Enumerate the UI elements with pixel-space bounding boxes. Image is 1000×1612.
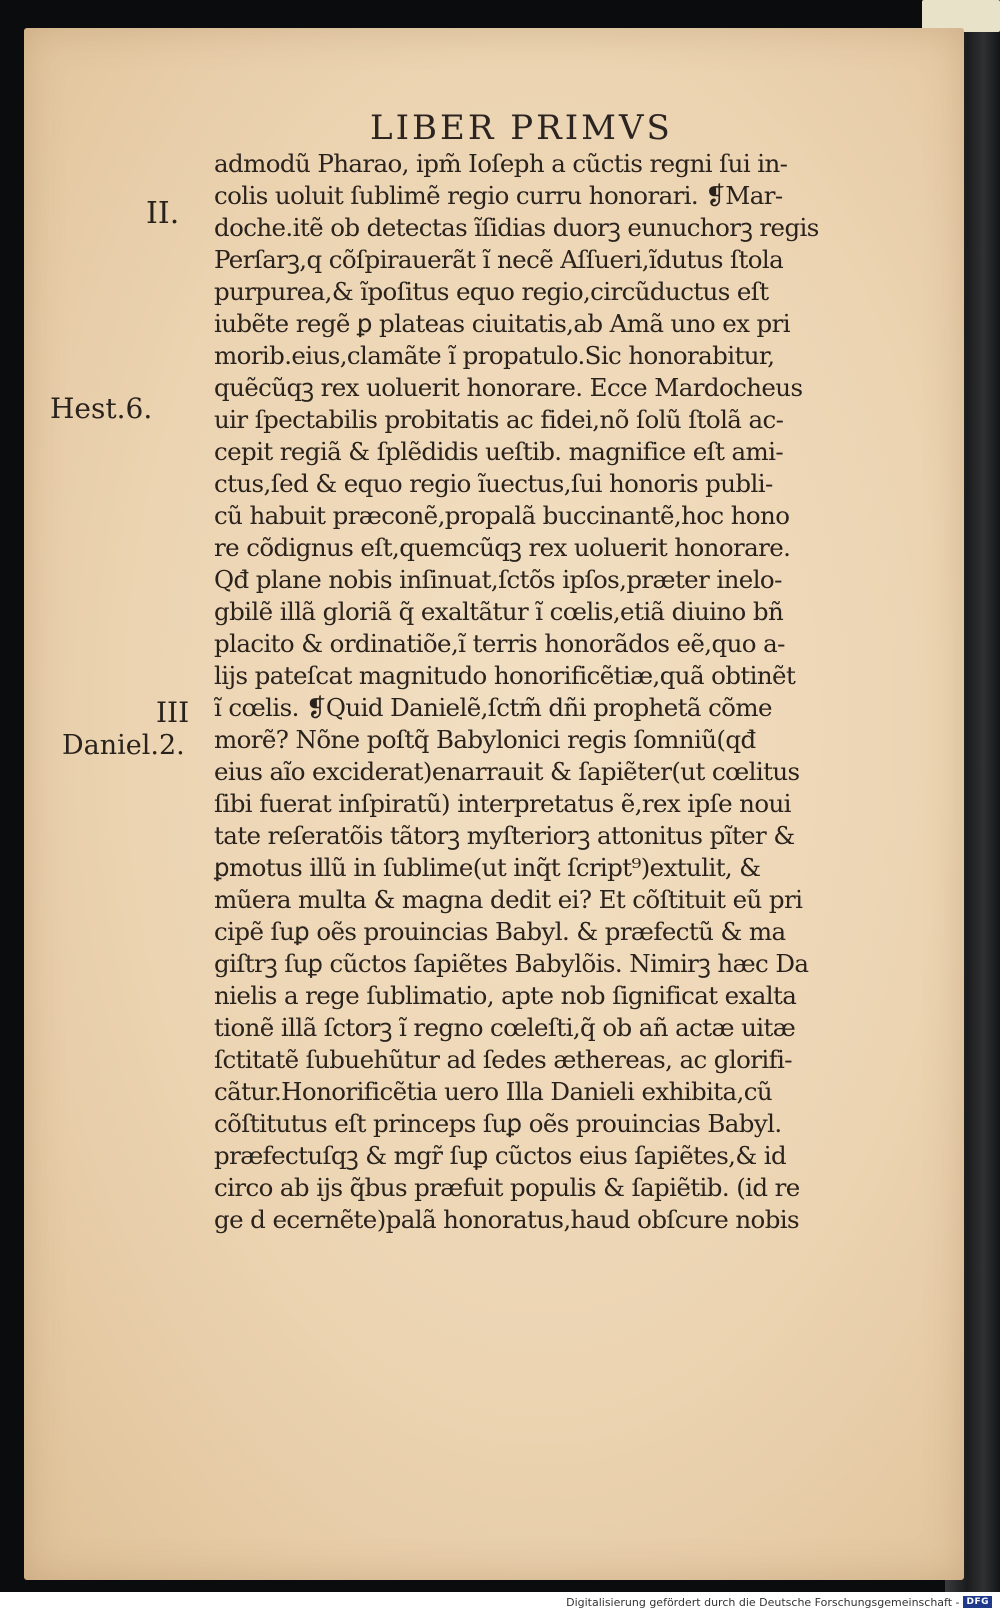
text-line: tionẽ illã ſctorꝫ ĩ regno cœleſti,q̃ ob añ actæ uitæ — [214, 1013, 796, 1042]
text-line: ſibi fuerat inſpiratũ) interpretatus ẽ,rex ipſe noui — [214, 789, 791, 818]
text-line: cipẽ ſuꝑ oẽs prouincias Babyl. & præfectũ & ma — [214, 917, 786, 946]
text-line: colis uoluit ſublimẽ regio curru honorari. ❡Mar- — [214, 181, 783, 210]
text-line: placito & ordinatiõe,ĩ terris honorãdos eẽ,quo a- — [214, 629, 785, 658]
text-line: iubẽte regẽ ꝑ plateas ciuitatis,ab Amã uno ex pri — [214, 309, 790, 338]
text-line: morẽ? Nõne poſtq̃ Babylonici regis ſomniũ(qđ — [214, 725, 756, 754]
text-line: cãtur.Honorificẽtia uero Illa Danieli exhibita,cũ — [214, 1077, 773, 1106]
text-line: circo ab ijs q̃bus præfuit populis & ſapiẽtib. (id re — [214, 1173, 800, 1202]
text-line: cepit regiã & ſplẽdidis ueſtib. magnifice eſt ami- — [214, 437, 784, 466]
margin-note-1: II. — [146, 196, 180, 231]
text-line: gbilẽ illã gloriã q̃ exaltãtur ĩ cœlis,etiã diuino bñ — [214, 597, 784, 626]
text-line: Perſarꝫ,q cõſpirauerãt ĩ necẽ Aſſueri,ĩdutus ſtola — [214, 245, 784, 274]
text-line: giſtrꝫ ſuꝑ cũctos ſapiẽtes Babylõis. Nimirꝫ hæc Da — [214, 949, 809, 978]
text-line: doche.itẽ ob detectas ĩſidias duorꝫ eunuchorꝫ regis — [214, 213, 819, 242]
text-line: purpurea,& ĩpoſitus equo regio,circũductus eſt — [214, 277, 769, 306]
text-line: ctus,ſed & equo regio ĩuectus,ſui honoris publi- — [214, 469, 773, 498]
text-line: ꝑmotus illũ in ſublime(ut inq̃t ſcript⁹)extulit, & — [214, 853, 761, 882]
text-line: præfectuſqꝫ & mgr̃ ſuꝑ cũctos eius ſapiẽtes,& id — [214, 1141, 787, 1170]
dfg-logo: DFG — [963, 1596, 992, 1608]
text-line: lijs pateſcat magnitudo honorificẽtiæ,quã obtinẽt — [214, 661, 796, 690]
text-line: tate reſeratõis tãtorꝫ myſteriorꝫ attonitus pĩter & — [214, 821, 795, 850]
text-line: ſctitatẽ ſubuehũtur ad ſedes æthereas, ac glorifi- — [214, 1045, 792, 1074]
digitization-credit — [566, 1594, 992, 1610]
text-line: Qđ plane nobis inſinuat,ſctõs ipſos,præter inelo- — [214, 565, 782, 594]
running-head: LIBER PRIMVS — [370, 108, 673, 148]
text-line: eius aĩo exciderat)enarrauit & ſapiẽter(ut cœlitus — [214, 757, 800, 786]
text-line: admodũ Pharao, ipm̃ Ioſeph a cũctis regni ſui in- — [214, 149, 788, 178]
main-text-block — [214, 148, 894, 1236]
text-line: quẽcũqꝫ rex uoluerit honorare. Ecce Mardocheus — [214, 373, 803, 402]
text-line: re cõdignus eſt,quemcũqꝫ rex uoluerit honorare. — [214, 533, 791, 562]
credit-text: Digitalisierung gefördert durch die Deutsche Forschungsgemeinschaft - — [566, 1595, 960, 1609]
text-line: ge d ecernẽte)palã honoratus,haud obſcure nobis — [214, 1205, 799, 1234]
margin-note-4: Daniel.2. — [62, 730, 185, 761]
text-line: uir ſpectabilis probitatis ac fidei,nõ ſolũ ſtolã ac- — [214, 405, 784, 434]
text-line: mũera multa & magna dedit ei? Et cõſtituit eũ pri — [214, 885, 803, 914]
text-line: cũ habuit præconẽ,propalã buccinantẽ,hoc hono — [214, 501, 790, 530]
text-line: ĩ cœlis. ❡Quid Danielẽ,ſctm̃ dñi prophetã cõme — [214, 693, 772, 722]
margin-note-2: Hest.6. — [50, 392, 153, 425]
text-line: cõſtitutus eſt princeps ſuꝑ oẽs prouincias Babyl. — [214, 1109, 782, 1138]
margin-note-3: III — [156, 696, 190, 729]
text-line: morib.eius,clamãte ĩ propatulo.Sic honorabitur, — [214, 341, 775, 370]
text-line: nielis a rege ſublimatio, apte nob ſignificat exalta — [214, 981, 797, 1010]
